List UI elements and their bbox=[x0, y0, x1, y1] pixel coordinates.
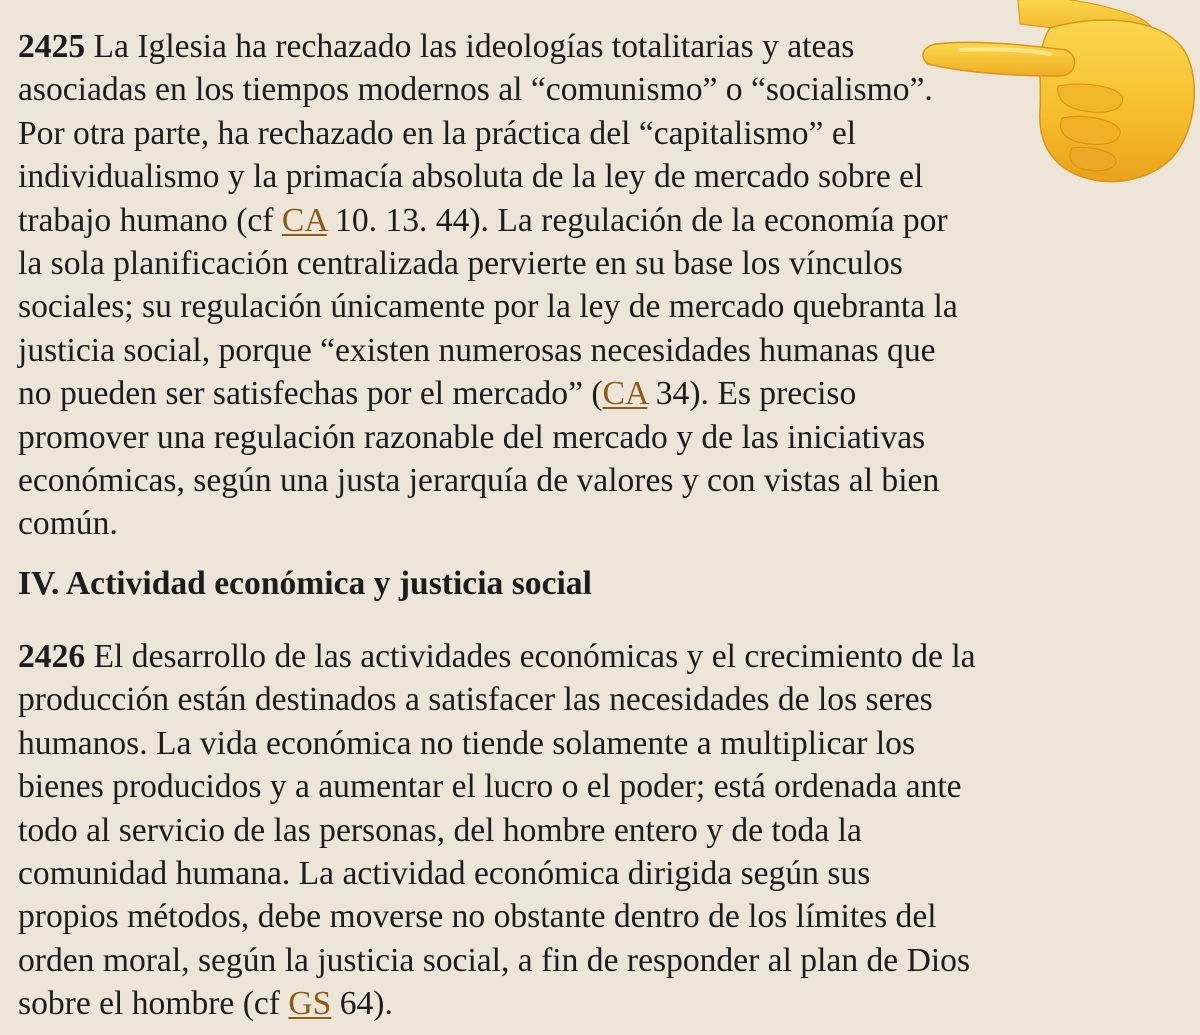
paragraph-line: todo al servicio de las personas, del hombre entero y de toda la bbox=[18, 811, 862, 849]
paragraph-line: asociadas en los tiempos modernos al “comunismo” o “socialismo”. bbox=[18, 71, 933, 109]
paragraph-line: Por otra parte, ha rechazado en la práctica del “capitalismo” el bbox=[18, 114, 857, 152]
paragraph-2426 bbox=[18, 635, 976, 1026]
paragraph-text: trabajo humano (cf bbox=[18, 201, 282, 239]
paragraph-2425 bbox=[18, 25, 958, 546]
paragraph-line: común. bbox=[18, 505, 118, 543]
paragraph-line: la sola planificación centralizada pervierte en su base los vínculos bbox=[18, 245, 903, 283]
paragraph-line bbox=[18, 982, 976, 1025]
paragraph-number: 2426 bbox=[18, 638, 86, 675]
paragraph-text: 64). bbox=[331, 985, 393, 1023]
paragraph-line bbox=[18, 199, 958, 242]
paragraph-text: 10. 13. 44). La regulación de la economía por bbox=[326, 201, 948, 239]
paragraph-text: no pueden ser satisfechas por el mercado” ( bbox=[18, 375, 603, 413]
paragraph-text: 34). Es preciso bbox=[647, 375, 857, 413]
paragraph-line: promover una regulación razonable del mercado y de las iniciativas bbox=[18, 418, 926, 456]
paragraph-line bbox=[18, 25, 958, 68]
paragraph-line: justicia social, porque “existen numerosas necesidades humanas que bbox=[18, 331, 936, 369]
paragraph-line: económicas, según una justa jerarquía de valores y con vistas al bien bbox=[18, 462, 940, 500]
paragraph-line: humanos. La vida económica no tiende solamente a multiplicar los bbox=[18, 724, 916, 762]
paragraph-text: La Iglesia ha rechazado las ideologías totalitarias y ateas bbox=[85, 28, 855, 65]
paragraph-line: orden moral, según la justicia social, a fin de responder al plan de Dios bbox=[18, 941, 971, 979]
section-heading: IV. Actividad económica y justicia social bbox=[18, 565, 592, 602]
paragraph-number: 2425 bbox=[18, 28, 86, 65]
paragraph-line: propios métodos, debe moverse no obstante dentro de los límites del bbox=[18, 898, 937, 936]
paragraph-line: producción están destinados a satisfacer las necesidades de los seres bbox=[18, 681, 933, 719]
paragraph-text: sobre el hombre (cf bbox=[18, 985, 289, 1023]
reference-link-ca[interactable]: CA bbox=[602, 375, 648, 413]
paragraph-line: bienes producidos y a aumentar el lucro o el poder; está ordenada ante bbox=[18, 768, 962, 806]
paragraph-text: El desarrollo de las actividades económicas y el crecimiento de la bbox=[85, 638, 976, 675]
paragraph-line: comunidad humana. La actividad económica dirigida según sus bbox=[18, 855, 871, 893]
paragraph-line: individualismo y la primacía absoluta de la ley de mercado sobre el bbox=[18, 158, 924, 196]
reference-link-gs[interactable]: GS bbox=[288, 985, 332, 1023]
paragraph-line: sociales; su regulación únicamente por la ley de mercado quebranta la bbox=[18, 288, 958, 326]
paragraph-line bbox=[18, 372, 958, 415]
reference-link-ca[interactable]: CA bbox=[281, 201, 327, 239]
pointing-hand-icon bbox=[900, 0, 1200, 190]
paragraph-line bbox=[18, 635, 976, 678]
